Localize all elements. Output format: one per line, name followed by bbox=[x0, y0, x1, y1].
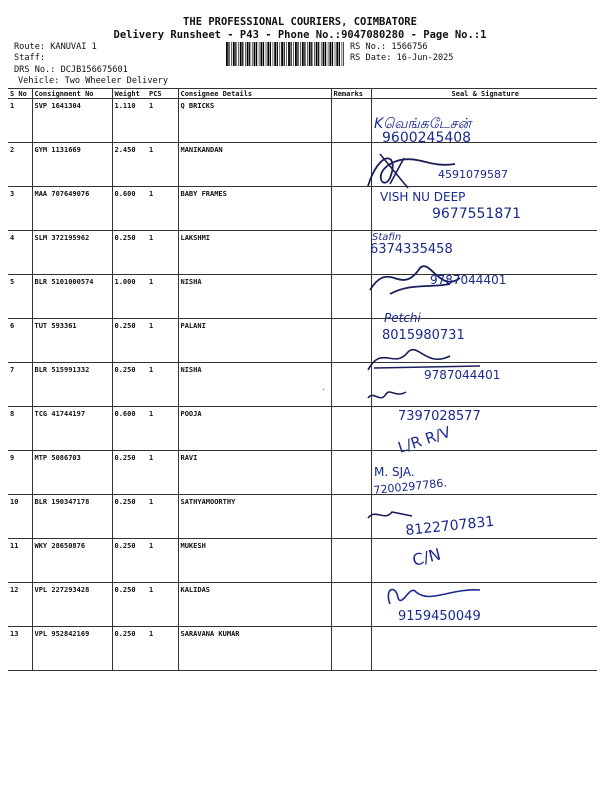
sig-r5-phone: 9787044401 bbox=[430, 273, 507, 287]
cell-consignment: TCG 41744197 bbox=[32, 407, 112, 451]
barcode-bar bbox=[242, 42, 243, 66]
barcode-bar bbox=[342, 42, 343, 66]
cell-weight: 0.600 bbox=[112, 407, 147, 451]
cell-pcs: 1 bbox=[147, 627, 178, 671]
handwritten-signatures bbox=[360, 98, 570, 628]
col-consignment: Consignment No bbox=[32, 89, 112, 99]
sig-r6-phone: 8015980731 bbox=[382, 328, 465, 343]
cell-weight: 0.250 bbox=[112, 495, 147, 539]
barcode-bar bbox=[335, 42, 336, 66]
cell-weight: 0.250 bbox=[112, 231, 147, 275]
drs-number: DRS No.: DCJB156675601 bbox=[14, 65, 128, 75]
cell-consignee: BABY FRAMES bbox=[178, 187, 331, 231]
sig-r11-phone: 8122707831 bbox=[404, 513, 496, 539]
barcode-bar bbox=[321, 42, 322, 66]
cell-consignee: NISHA bbox=[178, 363, 331, 407]
sig-r1-name: Kவெங்கடேசன் bbox=[374, 116, 472, 132]
cell-weight: 1.000 bbox=[112, 275, 147, 319]
cell-sno: 7 bbox=[8, 363, 32, 407]
sig-r4-name: Stafin bbox=[372, 232, 402, 243]
cell-consignment: BLR 515991332 bbox=[32, 363, 112, 407]
cell-consignment: GYM 1131669 bbox=[32, 143, 112, 187]
barcode-bar bbox=[261, 42, 263, 66]
barcode-bar bbox=[332, 42, 333, 66]
sig-r3-phone: 9677551871 bbox=[432, 206, 522, 222]
cell-weight: 0.600 bbox=[112, 187, 147, 231]
cell-consignment: BLR 5101000574 bbox=[32, 275, 112, 319]
barcode-bar bbox=[288, 42, 290, 66]
barcode-bar bbox=[226, 42, 228, 66]
cell-consignment: VPL 952842169 bbox=[32, 627, 112, 671]
cell-sno: 13 bbox=[8, 627, 32, 671]
barcode-bar bbox=[256, 42, 257, 66]
barcode-bar bbox=[281, 42, 283, 66]
sig-r3-name: VISH NU DEEP bbox=[380, 190, 466, 204]
barcode-bar bbox=[316, 42, 318, 66]
rs-date: RS Date: 16-Jun-2025 bbox=[350, 53, 454, 63]
sig-r10-name: M. SJA. bbox=[374, 465, 415, 479]
barcode-bar bbox=[295, 42, 297, 66]
sig-r12-text: C/N bbox=[410, 544, 443, 570]
cell-consignee: MUKESH bbox=[178, 539, 331, 583]
staff: Staff: bbox=[14, 53, 46, 63]
cell-consignment: BLR 190347178 bbox=[32, 495, 112, 539]
barcode-bar bbox=[277, 42, 278, 66]
barcode-bar bbox=[249, 42, 250, 66]
barcode-bar bbox=[280, 42, 281, 66]
cell-consignment: WKY 28650876 bbox=[32, 539, 112, 583]
cell-consignee: LAKSHMI bbox=[178, 231, 331, 275]
barcode-bar bbox=[330, 42, 332, 66]
runsheet-subtitle: Delivery Runsheet - P43 - Phone No.:9047080280 - Page No.:1 bbox=[113, 29, 487, 41]
barcode-bar bbox=[263, 42, 264, 66]
cell-pcs: 1 bbox=[147, 319, 178, 363]
cell-pcs: 1 bbox=[147, 583, 178, 627]
cell-pcs: 1 bbox=[147, 495, 178, 539]
cell-pcs: 1 bbox=[147, 363, 178, 407]
barcode-bar bbox=[311, 42, 312, 66]
barcode-bar bbox=[274, 42, 276, 66]
cell-sno: 9 bbox=[8, 451, 32, 495]
cell-pcs: 1 bbox=[147, 99, 178, 143]
cell-consignment: VPL 227293428 bbox=[32, 583, 112, 627]
col-pcs: PCS bbox=[147, 89, 178, 99]
barcode-bar bbox=[325, 42, 326, 66]
barcode-bar bbox=[343, 42, 344, 66]
barcode-bar bbox=[304, 42, 305, 66]
cell-seal-signature bbox=[371, 627, 597, 671]
barcode-bar bbox=[254, 42, 256, 66]
barcode-bar bbox=[240, 42, 242, 66]
col-weight: Weight bbox=[112, 89, 147, 99]
sig-r2-phone: 4591079587 bbox=[438, 168, 508, 181]
cell-sno: 6 bbox=[8, 319, 32, 363]
stray-mark: · bbox=[321, 385, 326, 394]
signature-scribble bbox=[368, 512, 412, 518]
vehicle: Vehicle: Two Wheeler Delivery bbox=[18, 76, 169, 86]
cell-pcs: 1 bbox=[147, 231, 178, 275]
cell-pcs: 1 bbox=[147, 143, 178, 187]
barcode-bar bbox=[307, 42, 308, 66]
barcode-bar bbox=[245, 42, 246, 66]
cell-consignment: SLM 372195962 bbox=[32, 231, 112, 275]
barcode bbox=[226, 42, 344, 66]
barcode-bar bbox=[238, 42, 239, 66]
cell-weight: 0.250 bbox=[112, 319, 147, 363]
cell-sno: 10 bbox=[8, 495, 32, 539]
table-row bbox=[8, 627, 597, 671]
cell-pcs: 1 bbox=[147, 451, 178, 495]
cell-consignment: MAA 707649076 bbox=[32, 187, 112, 231]
barcode-bar bbox=[293, 42, 294, 66]
cell-consignee: PALANI bbox=[178, 319, 331, 363]
cell-consignee: POOJA bbox=[178, 407, 331, 451]
barcode-bar bbox=[302, 42, 304, 66]
col-seal-signature: Seal & Signature bbox=[371, 89, 597, 99]
sig-r10-phone: 7200297786. bbox=[372, 476, 448, 497]
signature-scribble bbox=[368, 350, 480, 370]
barcode-bar bbox=[259, 42, 260, 66]
cell-consignment: MTP 5086703 bbox=[32, 451, 112, 495]
cell-weight: 0.250 bbox=[112, 451, 147, 495]
cell-consignee: SATHYAMOORTHY bbox=[178, 495, 331, 539]
col-consignee: Consignee Details bbox=[178, 89, 331, 99]
cell-sno: 5 bbox=[8, 275, 32, 319]
cell-weight: 1.110 bbox=[112, 99, 147, 143]
rs-number: RS No.: 1566756 bbox=[350, 42, 428, 52]
cell-pcs: 1 bbox=[147, 187, 178, 231]
company-title: THE PROFESSIONAL COURIERS, COIMBATORE bbox=[183, 16, 417, 28]
barcode-bar bbox=[286, 42, 287, 66]
barcode-bar bbox=[297, 42, 298, 66]
barcode-bar bbox=[339, 42, 340, 66]
cell-sno: 12 bbox=[8, 583, 32, 627]
cell-consignment: SVP 1641304 bbox=[32, 99, 112, 143]
barcode-bar bbox=[284, 42, 285, 66]
barcode-bar bbox=[228, 42, 229, 66]
cell-consignment: TUT 593361 bbox=[32, 319, 112, 363]
barcode-bar bbox=[328, 42, 329, 66]
barcode-bar bbox=[314, 42, 315, 66]
cell-consignee: Q BRICKS bbox=[178, 99, 331, 143]
barcode-bar bbox=[318, 42, 319, 66]
cell-pcs: 1 bbox=[147, 275, 178, 319]
cell-weight: 2.450 bbox=[112, 143, 147, 187]
barcode-bar bbox=[291, 42, 292, 66]
sig-r7-phone: 9787044401 bbox=[424, 368, 501, 382]
barcode-bar bbox=[231, 42, 232, 66]
col-sno: S No bbox=[8, 89, 32, 99]
cell-sno: 3 bbox=[8, 187, 32, 231]
barcode-bar bbox=[266, 42, 267, 66]
barcode-bar bbox=[323, 42, 325, 66]
cell-sno: 2 bbox=[8, 143, 32, 187]
barcode-bar bbox=[252, 42, 253, 66]
col-remarks: Remarks bbox=[331, 89, 371, 99]
cell-consignee: SARAVANA KUMAR bbox=[178, 627, 331, 671]
sig-r4-phone: 6374335458 bbox=[370, 242, 453, 257]
cell-sno: 4 bbox=[8, 231, 32, 275]
cell-pcs: 1 bbox=[147, 539, 178, 583]
cell-consignee: KALIDAS bbox=[178, 583, 331, 627]
sig-r1-phone: 9600245408 bbox=[382, 130, 472, 146]
cell-weight: 0.250 bbox=[112, 363, 147, 407]
sig-r6-name: Petchi bbox=[384, 311, 421, 325]
cell-remarks bbox=[331, 627, 371, 671]
barcode-bar bbox=[247, 42, 249, 66]
barcode-bar bbox=[270, 42, 271, 66]
sig-r8-phone: 7397028577 bbox=[398, 409, 481, 424]
cell-consignee: MANIKANDAN bbox=[178, 143, 331, 187]
table-header-row bbox=[8, 89, 597, 99]
cell-sno: 11 bbox=[8, 539, 32, 583]
route: Route: KANUVAI 1 bbox=[14, 42, 97, 52]
signature-scribble bbox=[368, 392, 406, 398]
cell-weight: 0.250 bbox=[112, 539, 147, 583]
cell-sno: 8 bbox=[8, 407, 32, 451]
barcode-bar bbox=[336, 42, 338, 66]
signature-scribble bbox=[388, 589, 480, 604]
cell-pcs: 1 bbox=[147, 407, 178, 451]
barcode-bar bbox=[300, 42, 301, 66]
barcode-bar bbox=[309, 42, 311, 66]
barcode-bar bbox=[267, 42, 269, 66]
sig-r9-text: L/R R/V bbox=[395, 422, 453, 457]
barcode-bar bbox=[233, 42, 235, 66]
cell-weight: 0.250 bbox=[112, 583, 147, 627]
cell-consignee: NISHA bbox=[178, 275, 331, 319]
cell-weight: 0.250 bbox=[112, 627, 147, 671]
cell-sno: 1 bbox=[8, 99, 32, 143]
barcode-bar bbox=[235, 42, 236, 66]
barcode-bar bbox=[273, 42, 274, 66]
sig-r13-phone: 9159450049 bbox=[398, 609, 481, 624]
cell-consignee: RAVI bbox=[178, 451, 331, 495]
